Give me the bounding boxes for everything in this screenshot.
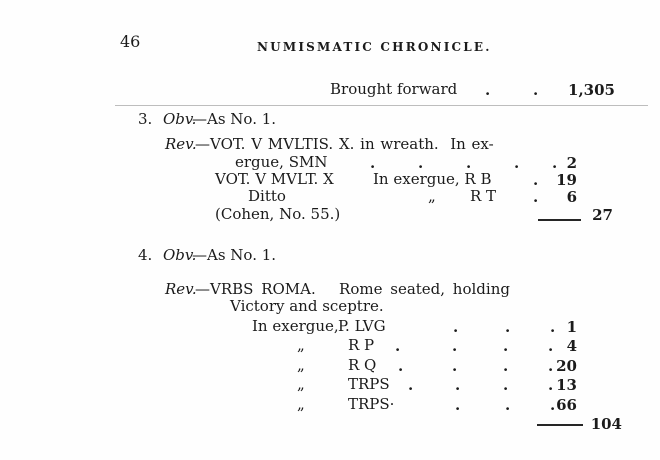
entry4-mint-row	[0, 318, 660, 336]
leader-dot	[485, 81, 490, 99]
leader-dot	[505, 396, 510, 414]
mint-count: 1	[566, 318, 577, 336]
entry4-rev-line2	[0, 298, 660, 316]
ditto-mark: „	[428, 187, 436, 205]
entry3-ditto-label: Ditto	[248, 187, 286, 205]
mint-mark: TRPS·	[348, 395, 395, 413]
entry4-mint-row	[0, 357, 660, 375]
leader-dot	[395, 337, 400, 355]
entry3-number: 3.	[138, 110, 153, 128]
leader-dot	[503, 337, 508, 355]
entry3-subtotal: 27	[592, 206, 613, 224]
ditto-mark: „	[297, 375, 305, 393]
page-number: 46	[120, 32, 141, 51]
brought-forward-amount: 1,305	[568, 81, 615, 99]
leader-dot	[503, 357, 508, 375]
mint-count: 4	[566, 337, 577, 355]
leader-dot	[453, 318, 458, 336]
brought-forward-row	[0, 81, 660, 99]
entry3-sum-dash	[538, 219, 581, 221]
leader-dot	[452, 337, 457, 355]
leader-dot	[503, 376, 508, 394]
leader-dot	[514, 154, 519, 172]
entry4-sum-dash	[537, 424, 583, 426]
leader-dot	[533, 81, 538, 99]
entry3-rev-label: Rev.	[165, 135, 197, 153]
mint-mark: R P	[348, 336, 375, 354]
entry4-rev-continuation: Victory and sceptre.	[230, 297, 384, 315]
entry4-rev-label: Rev.	[165, 280, 197, 298]
entry4-rev-text: —VRBS ROMA. Rome seated, holding	[195, 280, 510, 298]
ditto-mark: „	[297, 356, 305, 374]
header-rule	[115, 105, 648, 106]
entry4-mint-row	[0, 396, 660, 414]
ditto-mark: „	[297, 395, 305, 413]
entry3-rev-text: —VOT. V MVLTIS. X. in wreath. In ex-	[195, 135, 494, 153]
entry3-count-rb: 19	[556, 171, 577, 189]
entry3-obv-text: —As No. 1.	[192, 110, 277, 128]
mint-mark: P. LVG	[338, 317, 386, 335]
entry3-rev-line1	[0, 136, 660, 154]
leader-dot	[455, 396, 460, 414]
entry3-variant-legend: VOT. V MVLT. X	[215, 170, 334, 188]
leader-dot	[398, 357, 403, 375]
entry4-mint-row	[0, 376, 660, 394]
entry3-mint-rt: R T	[470, 187, 497, 205]
entry3-cohen-reference: (Cohen, No. 55.)	[215, 205, 341, 223]
entry3-variant-exergue: In exergue, R B	[373, 170, 492, 188]
entry4-subtotal: 104	[590, 415, 622, 433]
entry3-count-smn: 2	[566, 154, 577, 172]
entry3-variant-row	[0, 171, 660, 189]
mint-mark: TRPS	[348, 375, 390, 393]
ditto-mark: „	[297, 336, 305, 354]
entry3-rev-continuation: ergue, SMN	[235, 153, 328, 171]
entry3-obv-label: Obv.	[163, 110, 197, 128]
mint-count: 20	[556, 357, 577, 375]
running-title: NUMISMATIC CHRONICLE.	[257, 40, 492, 54]
entry4-mint-row	[0, 337, 660, 355]
leader-dot	[505, 318, 510, 336]
entry4-obv-text: —As No. 1.	[192, 246, 277, 264]
mint-count: 13	[556, 376, 577, 394]
entry3-heading	[0, 111, 660, 129]
brought-forward-label: Brought forward	[330, 80, 458, 98]
leader-dot	[452, 357, 457, 375]
entry4-heading	[0, 247, 660, 265]
mint-mark: R Q	[348, 356, 377, 374]
entry3-count-rt: 6	[566, 188, 577, 206]
entry4-number: 4.	[138, 246, 153, 264]
mint-count: 66	[556, 396, 577, 414]
leader-dot	[408, 376, 413, 394]
entry4-obv-label: Obv.	[163, 246, 197, 264]
exergue-label: In exergue,	[252, 317, 339, 335]
entry3-ditto-row	[0, 188, 660, 206]
leader-dot	[455, 376, 460, 394]
entry3-reference-row	[0, 206, 660, 224]
